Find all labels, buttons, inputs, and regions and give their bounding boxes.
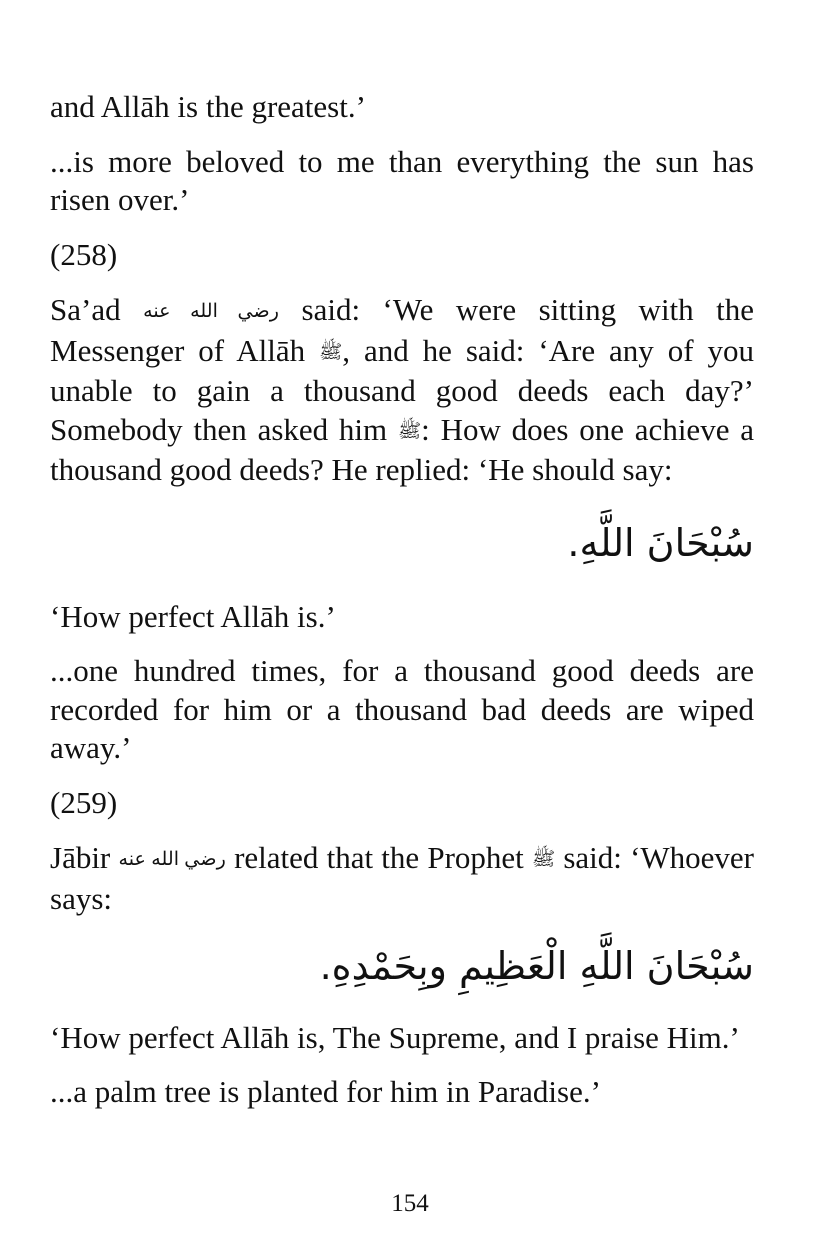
page-number: 154 [391, 1190, 429, 1217]
text-paragraph-beloved: ...is more beloved to me than everything the sun has risen over.’ [50, 143, 754, 217]
hadith-number-259: (259) [50, 784, 118, 820]
arabic-dhikr-subhanallah-al-azim: سُبْحَانَ اللَّهِ الْعَظِيمِ وبِحَمْدِهِ. [319, 943, 754, 988]
salawat-icon: ﷺ [397, 420, 422, 442]
narrator-jabir: Jābir [50, 840, 111, 876]
narrator-saad: Sa’ad [50, 292, 121, 327]
text-line-greatest: and Allāh is the greatest.’ [50, 89, 366, 124]
salawat-icon: ﷺ [319, 341, 343, 363]
radiya-allahu-anhu-icon: رضي الله عنه [118, 849, 226, 871]
text-segment: related that the Prophet [225, 840, 524, 876]
translation-subhanallah-al-azim: ‘How perfect Allāh is, The Supreme, and I praise Him.’ [50, 1019, 740, 1055]
text-segment: , and he said: ‘Are any of you unable to gain a thousand good deeds each day?’ Somebody then asked him [50, 332, 754, 447]
radiya-allahu-anhu-icon: رضي الله عنه [143, 301, 280, 323]
page-body [50, 88, 754, 1112]
hadith-258-paragraph [50, 291, 754, 490]
translation-subhanallah: ‘How perfect Allāh is.’ [50, 598, 336, 634]
hadith-number-258: (258) [50, 236, 118, 272]
hadith-259-paragraph [50, 839, 754, 918]
text-segment: said: ‘Whoever says: [50, 840, 754, 916]
arabic-dhikr-subhanallah: سُبْحَانَ اللَّهِ. [567, 520, 754, 565]
text-segment: said: ‘We were sitting with the Messenger of Allāh [50, 292, 755, 368]
text-paragraph-hundred-times: ...one hundred times, for a thousand good deeds are recorded for him or a thousand bad deeds are wiped away.’ [50, 653, 754, 766]
text-segment: : How does one achieve a thousand good deeds? He replied: ‘He should say: [50, 411, 755, 488]
salawat-icon: ﷺ [531, 849, 556, 871]
text-line-palm-tree: ...a palm tree is planted for him in Paradise.’ [50, 1074, 601, 1109]
